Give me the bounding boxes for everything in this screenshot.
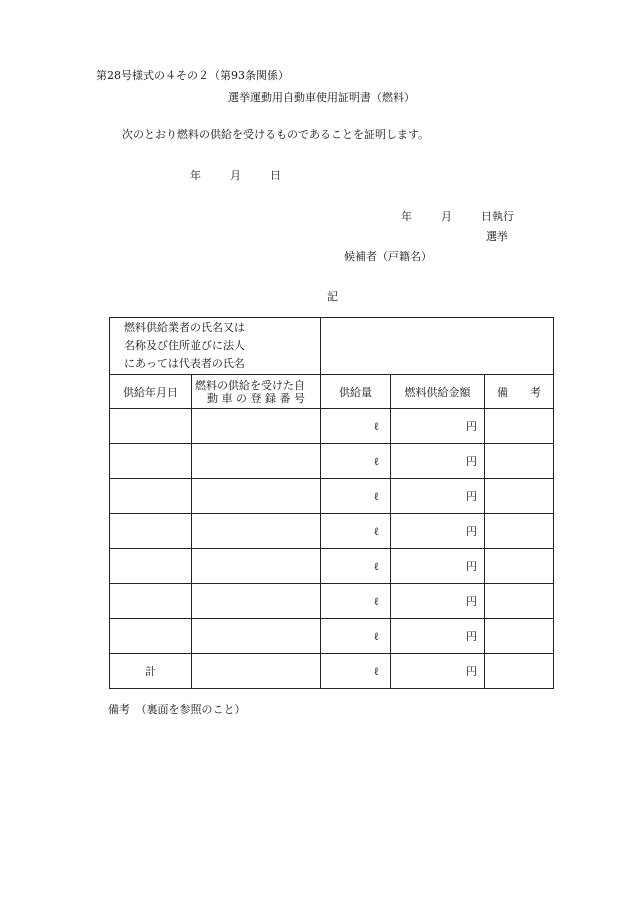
quantity-cell[interactable] [321, 479, 391, 514]
yen-unit: 円 [466, 490, 477, 503]
yen-unit: 円 [466, 560, 477, 573]
liter-unit: ℓ [373, 419, 379, 433]
supplier-label-line-1: 燃料供給業者の氏名又は [124, 321, 245, 334]
document-title: 選挙運動用自動車使用証明書（燃料） [228, 91, 415, 104]
supply-date-cell[interactable] [110, 549, 192, 584]
supply-date-cell[interactable] [110, 444, 192, 479]
exec-year-label: 年 [401, 210, 412, 223]
form-number: 第28号様式の４その２（第93条関係） [96, 69, 289, 82]
table-row [110, 409, 554, 444]
total-row [110, 654, 554, 689]
ki-marker: 記 [327, 290, 338, 303]
exec-day-label: 日執行 [481, 210, 514, 223]
total-quantity-cell[interactable] [321, 654, 391, 689]
quantity-cell[interactable] [321, 444, 391, 479]
quantity-cell[interactable] [321, 619, 391, 654]
amount-cell[interactable] [391, 549, 485, 584]
remarks-cell[interactable] [485, 514, 554, 549]
registration-cell[interactable] [192, 584, 321, 619]
liter-unit: ℓ [373, 664, 379, 678]
table-row [110, 549, 554, 584]
table-row [110, 584, 554, 619]
total-registration-cell[interactable] [192, 654, 321, 689]
header-registration-line-2: 動 車 の 登 録 番 号 [207, 391, 305, 405]
supply-date-cell[interactable] [110, 479, 192, 514]
candidate-label: 候補者（戸籍名） [344, 250, 432, 263]
registration-cell[interactable] [192, 514, 321, 549]
amount-cell[interactable] [391, 409, 485, 444]
supplier-label-line-2: 名称及び住所並びに法人 [124, 339, 245, 352]
quantity-cell[interactable] [321, 514, 391, 549]
header-registration-number [192, 375, 321, 409]
yen-unit: 円 [466, 420, 477, 433]
header-amount: 燃料供給金額 [391, 375, 485, 409]
table-row [110, 444, 554, 479]
supplier-name-field[interactable] [321, 318, 554, 375]
header-quantity: 供給量 [321, 375, 391, 409]
yen-unit: 円 [466, 455, 477, 468]
table-row [110, 479, 554, 514]
liter-unit: ℓ [373, 489, 379, 503]
table-row [110, 619, 554, 654]
amount-cell[interactable] [391, 619, 485, 654]
header-supply-date: 供給年月日 [110, 375, 192, 409]
registration-cell[interactable] [192, 549, 321, 584]
total-remarks-cell[interactable] [485, 654, 554, 689]
total-label: 計 [110, 654, 192, 689]
remarks-cell[interactable] [485, 584, 554, 619]
yen-unit: 円 [466, 525, 477, 538]
execution-date-line [401, 208, 514, 224]
total-amount-cell[interactable] [391, 654, 485, 689]
liter-unit: ℓ [373, 629, 379, 643]
remarks-cell[interactable] [485, 549, 554, 584]
header-remarks: 備 考 [485, 375, 554, 409]
remarks-cell[interactable] [485, 444, 554, 479]
registration-cell[interactable] [192, 479, 321, 514]
remarks-cell[interactable] [485, 409, 554, 444]
liter-unit: ℓ [373, 594, 379, 608]
issue-year-label: 年 [190, 169, 201, 182]
supply-date-cell[interactable] [110, 619, 192, 654]
registration-cell[interactable] [192, 409, 321, 444]
certification-statement: 次のとおり燃料の供給を受けるものであることを証明します。 [122, 128, 430, 141]
remarks-cell[interactable] [485, 619, 554, 654]
registration-cell[interactable] [192, 444, 321, 479]
supplier-name-label [110, 318, 321, 375]
supply-date-cell[interactable] [110, 514, 192, 549]
amount-cell[interactable] [391, 444, 485, 479]
amount-cell[interactable] [391, 584, 485, 619]
remarks-note: 備考 （裏面を参照のこと） [108, 703, 246, 716]
issue-day-label: 日 [270, 169, 281, 182]
quantity-cell[interactable] [321, 409, 391, 444]
registration-cell[interactable] [192, 619, 321, 654]
issue-date-line [190, 167, 281, 183]
issue-month-label: 月 [230, 169, 241, 182]
yen-unit: 円 [466, 595, 477, 608]
amount-cell[interactable] [391, 514, 485, 549]
quantity-cell[interactable] [321, 584, 391, 619]
supplier-label-line-3: にあっては代表者の氏名 [124, 357, 245, 370]
election-label: 選挙 [486, 230, 508, 243]
liter-unit: ℓ [373, 524, 379, 538]
yen-unit: 円 [466, 630, 477, 643]
yen-unit: 円 [466, 665, 477, 678]
liter-unit: ℓ [373, 559, 379, 573]
quantity-cell[interactable] [321, 549, 391, 584]
fuel-supply-table [109, 317, 554, 689]
header-registration-line-1: 燃料の供給を受けた自 [195, 378, 305, 392]
remarks-cell[interactable] [485, 479, 554, 514]
supply-date-cell[interactable] [110, 409, 192, 444]
liter-unit: ℓ [373, 454, 379, 468]
exec-month-label: 月 [441, 210, 452, 223]
amount-cell[interactable] [391, 479, 485, 514]
table-row [110, 514, 554, 549]
supply-date-cell[interactable] [110, 584, 192, 619]
